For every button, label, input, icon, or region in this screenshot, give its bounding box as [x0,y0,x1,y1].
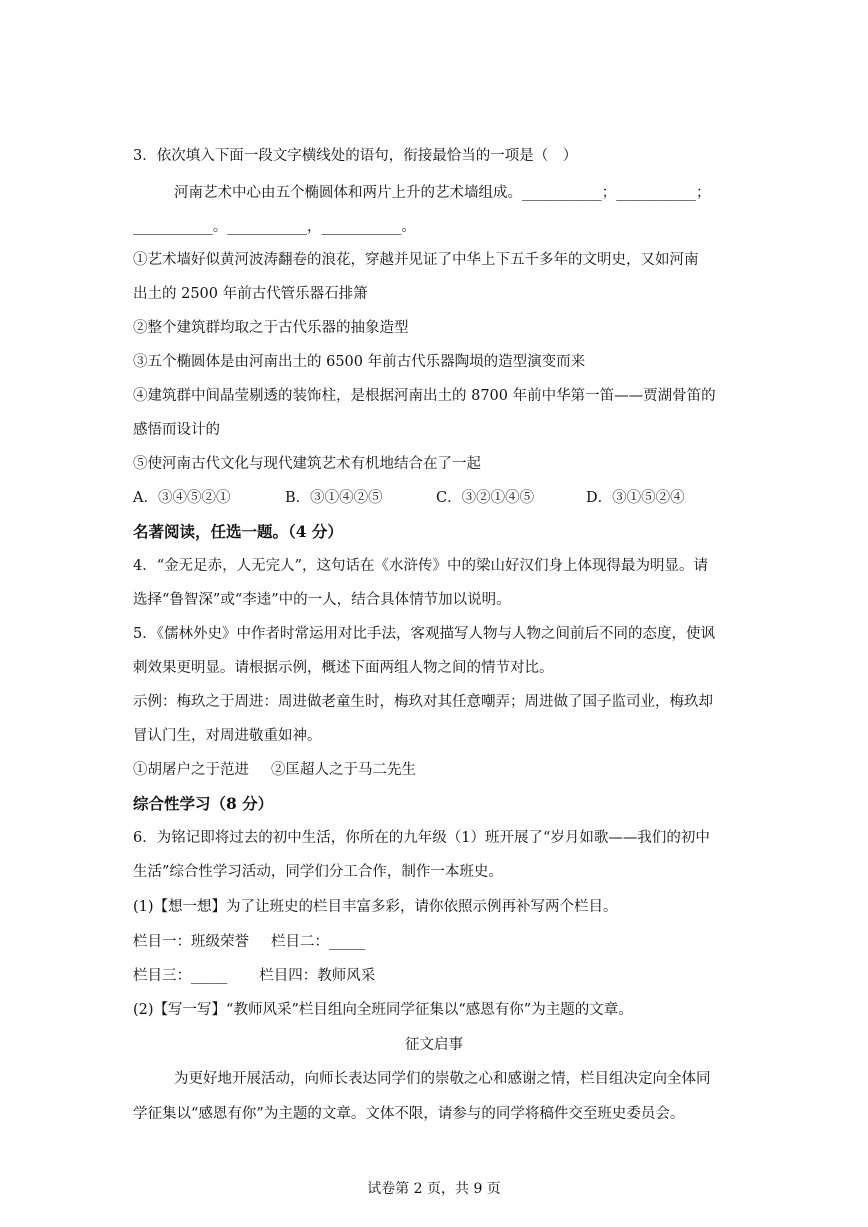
sentence-1-cont: 出土的 2500 年前古代管乐器石排箫 [133,286,368,302]
choice-c[interactable]: C．③②①④⑤ [436,490,535,506]
question-3-stem: 3．依次填入下面一段文字横线处的语句，衔接最恰当的一项是（ ） [133,148,578,164]
notice-body: 为更好地开展活动，向师长表达同学们的崇敬之心和感谢之情，栏目组决定向全体同 [174,1071,711,1087]
sentence-4-cont: 感悟而设计的 [133,422,220,438]
question-5-example: 示例：梅玖之于周进：周进做老童生时，梅玖对其任意嘲弄；周进做了国子监司业，梅玖却 [133,694,713,710]
question-3-passage-cont: ___________。___________，___________。 [133,219,416,235]
question-5-item-2: ②匡超人之于马二先生 [271,762,416,778]
choice-d[interactable]: D．③①⑤②④ [586,490,685,506]
question-4: 4．“金无足赤，人无完人”，这句话在《水浒传》中的梁山好汉们身上体现得最为明显。请 [133,558,709,574]
column-1: 栏目一：班级荣誉 [133,934,249,950]
sentence-3: ③五个椭圆体是由河南出土的 6500 年前古代乐器陶埙的造型演变而来 [133,354,586,370]
question-4-cont: 选择“鲁智深”或“李逵”中的一人，结合具体情节加以说明。 [133,592,511,608]
sentence-5: ⑤使河南古代文化与现代建筑艺术有机地结合在了一起 [133,456,481,472]
sentence-2: ②整个建筑群均取之于古代乐器的抽象造型 [133,320,409,336]
choice-b[interactable]: B．③①④②⑤ [285,490,383,506]
question-3-passage: 河南艺术中心由五个椭圆体和两片上升的艺术墙组成。___________；___________； [174,185,711,201]
question-5-cont: 刺效果更明显。请根据示例，概述下面两组人物之间的情节对比。 [133,660,554,676]
column-row-2 [133,966,375,986]
sentence-1: ①艺术墙好似黄河波涛翻卷的浪花，穿越并见证了中华上下五千多年的文明史，又如河南 [133,252,699,268]
question-5-example-cont: 冒认门生，对周进敬重如神。 [133,728,322,744]
question-5: 5．《儒林外史》中作者时常运用对比手法，客观描写人物与人物之间前后不同的态度，使讽 [133,626,715,642]
notice-body-cont: 学征集以“感恩有你”为主题的文章。文体不限，请参与的同学将稿件交至班史委员会。 [133,1106,685,1122]
sentence-4: ④建筑群中间晶莹剔透的装饰柱，是根据河南出土的 8700 年前中华第一笛——贾湖骨笛的 [133,388,716,404]
question-6: 6．为铭记即将过去的初中生活，你所在的九年级（1）班开展了“岁月如歌——我们的初中 [133,830,710,846]
column-3[interactable]: 栏目三：_____ [133,968,228,984]
column-2[interactable]: 栏目二：_____ [271,934,366,950]
choice-a[interactable]: A．③④⑤②① [133,490,231,506]
question-6-cont: 生活”综合性学习活动，同学们分工合作，制作一本班史。 [133,864,503,880]
column-row-1 [133,932,365,952]
question-6-part-1: (1)【想一想】为了让班史的栏目丰富多彩，请你依照示例再补写两个栏目。 [133,899,618,915]
question-5-item-1: ①胡屠户之于范进 [133,762,249,778]
page-footer: 试卷第 2 页，共 9 页 [367,1181,501,1197]
section-heading-reading: 名著阅读，任选一题。（4 分） [133,522,343,541]
section-heading-integrated: 综合性学习（8 分） [133,794,274,813]
notice-title: 征文启事 [405,1037,463,1053]
question-6-part-2: (2)【写一写】“教师风采”栏目组向全班同学征集以“感恩有你”为主题的文章。 [133,1002,633,1018]
column-4: 栏目四：教师风采 [259,968,376,984]
question-5-items [133,760,416,780]
